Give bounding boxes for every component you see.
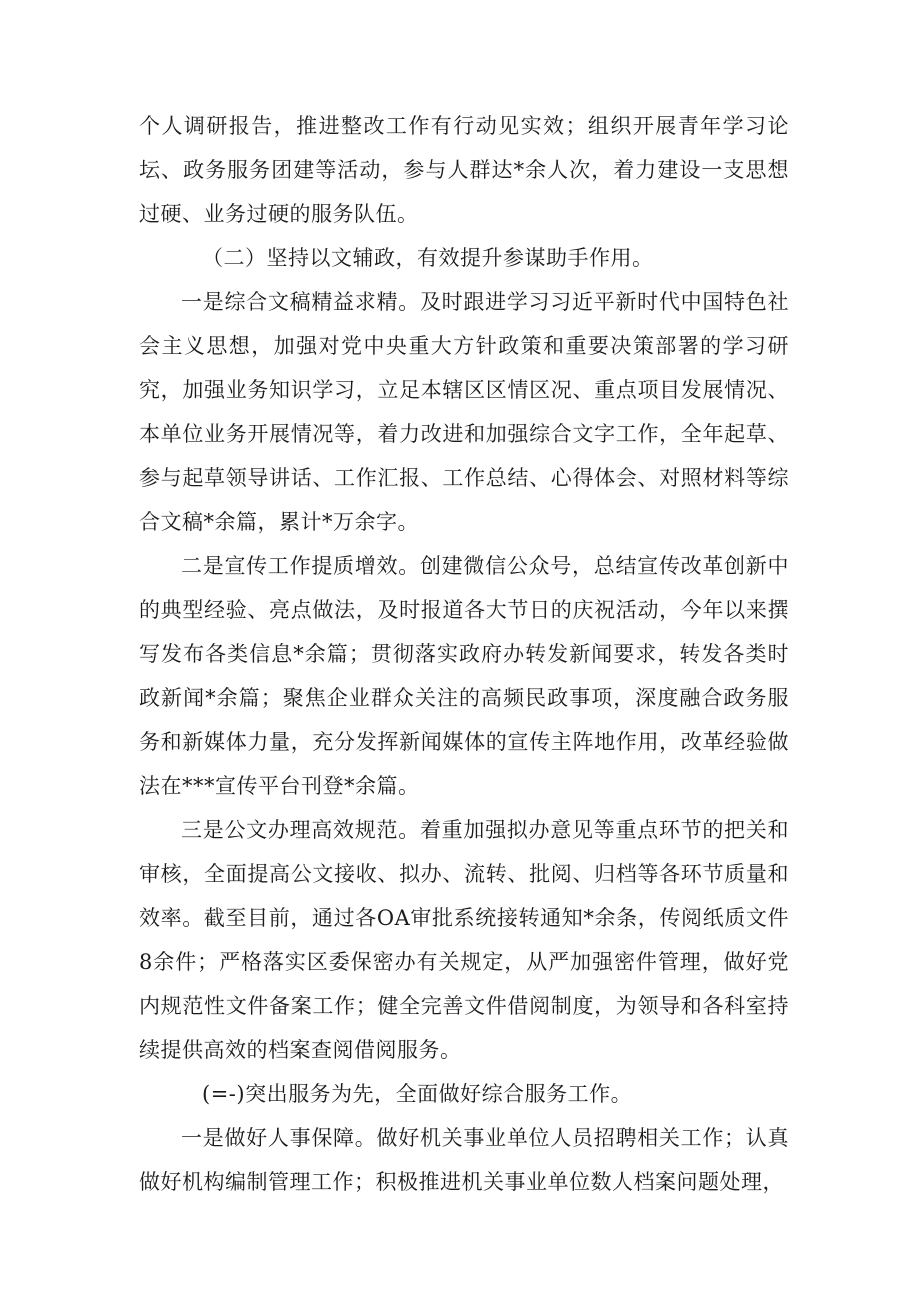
paragraph-continuation: 个人调研报告，推进整改工作有行动见实效；组织开展青年学习论坛、政务服务团建等活动，参与人群达*余人次，着力建设一支思想过硬、业务过硬的服务队伍。	[139, 114, 789, 226]
document-body	[139, 104, 789, 1204]
paragraph-personnel: 一是做好人事保障。做好机关事业单位人员招聘相关工作；认真做好机构编制管理工作；积极推进机关事业单位数人档案问题处理，	[139, 1126, 789, 1194]
section-heading-3: (=-)突出服务为先，全面做好综合服务工作。	[202, 1082, 633, 1106]
paragraph-documents: 三是公文办理高效规范。着重加强拟办意见等重点环节的把关和审核，全面提高公文接收、拟办、流转、批阅、归档等各环节质量和效率。截至目前，通过各OA审批系统接转通知*余条，传阅纸质文件8余件；严格落实区委保密办有关规定，从严加强密件管理，做好党内规范性文件备案工作；健全完善文件借阅制度，为领导和各科室持续提供高效的档案查阅借阅服务。	[139, 818, 789, 1062]
paragraph-drafting: 一是综合文稿精益求精。及时跟进学习习近平新时代中国特色社会主义思想，加强对党中央重大方针政策和重要决策部署的学习研究，加强业务知识学习，立足本辖区区情区况、重点项目发展情况、本单位业务开展情况等，着力改进和加强综合文字工作，全年起草、参与起草领导讲话、工作汇报、工作总结、心得体会、对照材料等综合文稿*余篇，累计*万余字。	[139, 290, 789, 534]
paragraph-publicity: 二是宣传工作提质增效。创建微信公众号，总结宣传改革创新中的典型经验、亮点做法，及时报道各大节日的庆祝活动，今年以来撰写发布各类信息*余篇；贯彻落实政府办转发新闻要求，转发各类时政新闻*余篇；聚焦企业群众关注的高频民政事项，深度融合政务服务和新媒体力量，充分发挥新闻媒体的宣传主阵地作用，改革经验做法在***宣传平台刊登*余篇。	[139, 554, 789, 798]
section-heading-2: （二）坚持以文辅政，有效提升参谋助手作用。	[202, 246, 654, 270]
